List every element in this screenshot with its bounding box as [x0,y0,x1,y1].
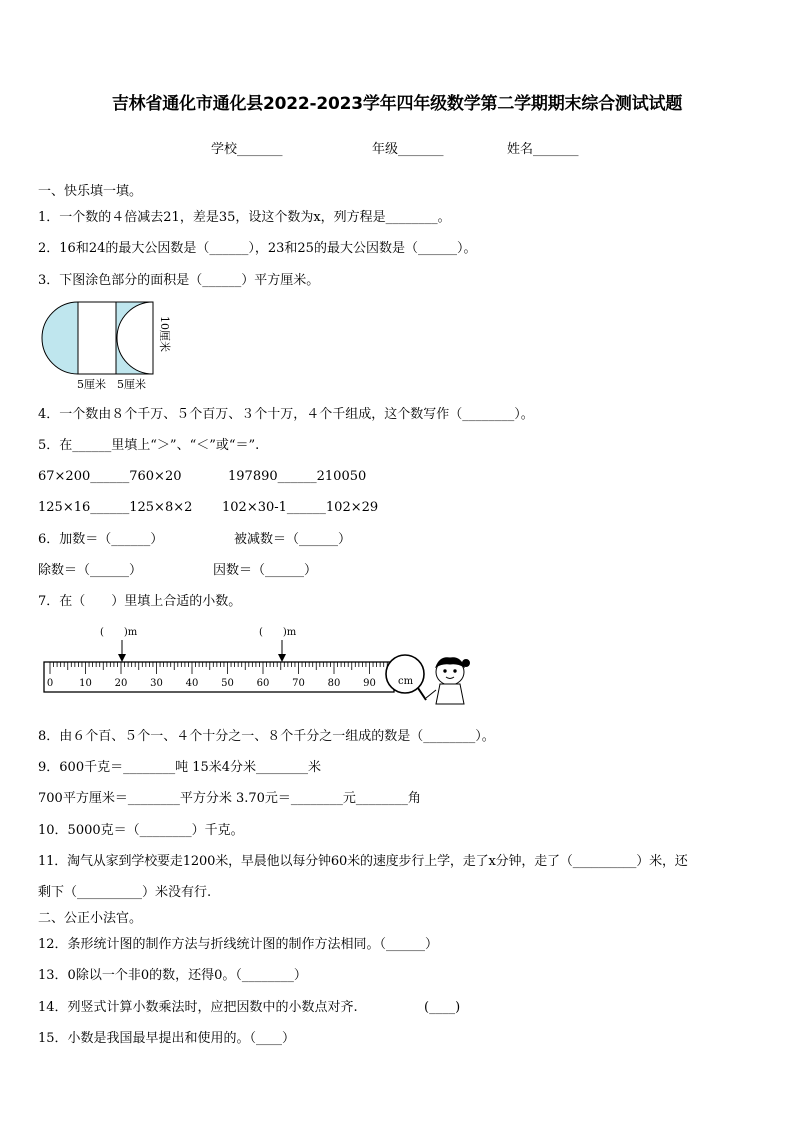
ruler-marker-left-label: ( )m [100,627,138,638]
question-6-factor: 因数＝（______） [213,563,318,578]
ruler-tick-label: 80 [327,678,341,689]
question-6-minuend: 被减数＝（______） [234,532,352,547]
question-15: 15．小数是我国最早提出和使用的。（____） [38,1031,296,1046]
question-5-item-d: 102×30-1______102×29 [222,500,379,515]
cartoon-girl-icon [426,658,470,704]
ruler-tick-label: 40 [185,678,199,689]
grade-field: 年级_______ [372,142,444,157]
ruler-tick-label: 10 [79,678,92,689]
question-5-item-a: 67×200______760×20 [38,469,182,484]
ruler-unit-label: cm [398,676,414,687]
question-9: 9．600千克＝________吨 15米4分米________米 [38,760,322,775]
question-9-line-2: 700平方厘米＝________平方分米 3.70元＝________元________角 [38,791,421,806]
question-5: 5．在______里填上“＞”、“＜”或“＝”. [38,438,260,453]
question-6-addend: 6．加数＝（______） [38,532,164,547]
magnifier-lens [386,655,424,693]
left-shaded-semicircle [42,302,78,374]
section-1-heading: 一、快乐填一填。 [38,184,143,199]
question-11-line-1: 11．淘气从家到学校要走1200米，早晨他以每分钟60米的速度步行上学，走了x分钟，走了（__________）米，还 [38,854,688,869]
question-8: 8．由６个百、５个一、４个十分之一、８个千分之一组成的数是（________）。 [38,729,495,744]
question-14-blank: (____) [424,1000,461,1015]
arrow-down-icon [118,654,126,662]
question-3: 3．下图涂色部分的面积是（______）平方厘米。 [38,273,320,288]
question-13: 13．0除以一个非0的数，还得0。（________） [38,968,307,983]
ruler-tick-label: 60 [256,678,270,689]
arrow-down-icon [278,654,286,662]
shaded-area-figure [36,296,186,394]
ruler-figure [38,620,478,715]
ruler-tick-label: 0 [46,678,54,689]
ruler-tick-label: 30 [150,678,163,689]
ruler-tick-label: 20 [114,678,128,689]
question-5-item-b: 197890______210050 [228,469,367,484]
question-2: 2．16和24的最大公因数是（______），23和25的最大公因数是（______）。 [38,241,477,256]
school-field: 学校_______ [211,142,283,157]
ruler-tick-label: 50 [221,678,234,689]
name-field: 姓名_______ [507,142,579,157]
question-10: 10．5000克＝（________）千克。 [38,823,244,838]
question-5-item-c: 125×16______125×8×2 [38,500,193,515]
ruler-marker-right-label: ( )m [259,627,297,638]
width-label-left: 5厘米 [77,378,106,391]
question-7: 7．在（ ）里填上合适的小数。 [38,594,242,609]
question-11-line-2: 剩下（__________）米没有行. [38,885,212,900]
width-label-right: 5厘米 [117,378,146,391]
question-4: 4．一个数由８个千万、５个百万、３个十万，４个千组成，这个数写作（________）。 [38,407,534,422]
question-6-divisor: 除数＝（______） [38,563,143,578]
question-14: 14．列竖式计算小数乘法时，应把因数中的小数点对齐. [38,1000,358,1015]
ruler-tick-label: 70 [292,678,305,689]
ruler-tick-label: 90 [363,678,376,689]
exam-title: 吉林省通化市通化县2022-2023学年四年级数学第二学期期末综合测试试题 [111,94,683,114]
question-12: 12．条形统计图的制作方法与折线统计图的制作方法相同。（______） [38,937,439,952]
question-1: 1．一个数的４倍减去21，差是35，设这个数为x，列方程是________。 [38,210,451,225]
height-label: 10厘米 [158,316,171,352]
section-2-heading: 二、公正小法官。 [38,911,143,926]
